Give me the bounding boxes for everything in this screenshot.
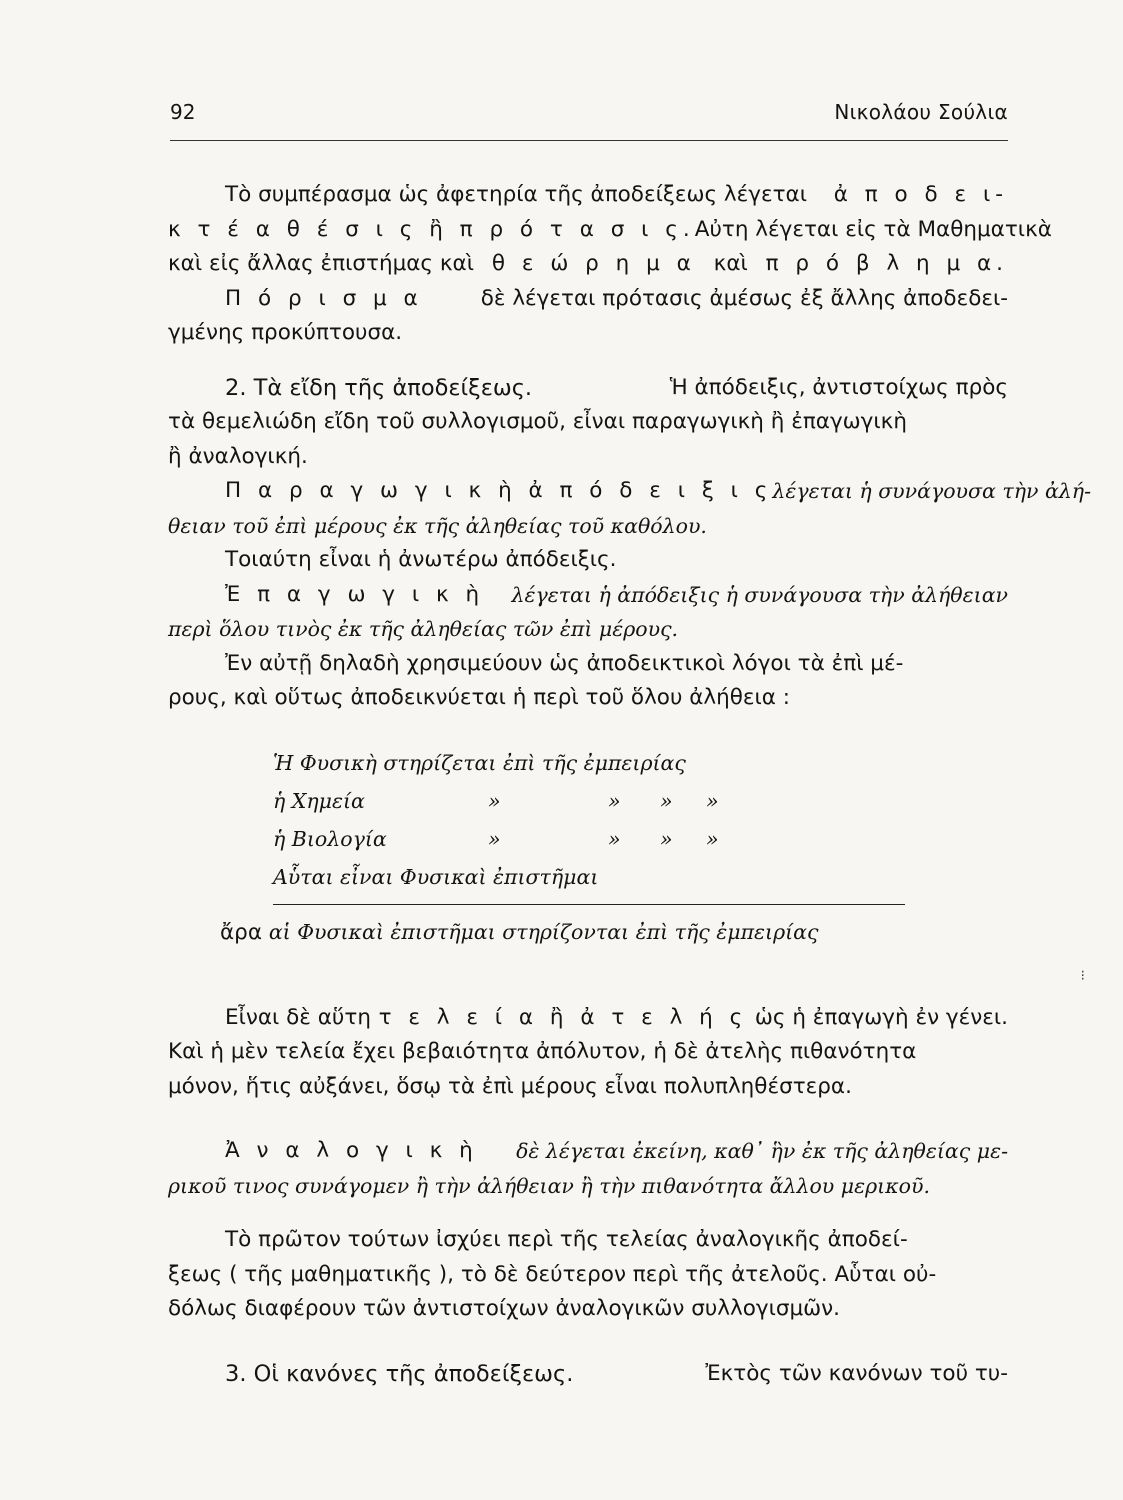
text-line: κ τ έ α θ έ σ ι ς ἢ π ρ ό τ α σ ι ς. Αὐτη λέγεται εἰς τὰ Μαθηματικὰ	[168, 216, 1052, 242]
text-line: Εἶναι δὲ αὕτη τ ε λ ε ί α ἢ ἀ τ ε λ ή ς ὡς ἡ ἐπαγωγὴ ἐν γένει.	[225, 1004, 1008, 1030]
text-line: Ἀ ν α λ ο γ ι κ ὴ δὲ λέγεται ἐκείνη, καθ᾿ ἣν ἐκ τῆς ἀληθείας με-	[225, 1138, 1008, 1163]
syllogism-row: Αὗται εἶναι Φυσικαὶ ἐπιστῆμαι	[273, 864, 599, 889]
syllogism-rule	[273, 904, 905, 905]
ditto-mark: »	[488, 788, 501, 813]
text-line: Π ό ρ ι σ μ α δὲ λέγεται πρότασις ἀμέσως ἐξ ἄλλης ἀποδεδει-	[225, 285, 1008, 311]
text-line: Τὸ πρῶτον τούτων ἰσχύει περὶ τῆς τελείας ἀναλογικῆς ἀποδεί-	[225, 1227, 908, 1252]
text-line: Τὸ συμπέρασμα ὡς ἀφετηρία τῆς ἀποδείξεως λέγεται ἀ π ο δ ε ι-	[225, 182, 1008, 207]
text-line: περὶ ὅλου τινὸς ἐκ τῆς ἀληθείας τῶν ἐπὶ μέρους.	[168, 617, 679, 641]
text-line: Καὶ ἡ μὲν τελεία ἔχει βεβαιότητα ἀπόλυτον, ἡ δὲ ἀτελὴς πιθανότητα	[168, 1039, 917, 1064]
header-rule	[170, 140, 1008, 141]
section-heading-line: 3. Οἱ κανόνες τῆς ἀποδείξεως. Ἐκτὸς τῶν κανόνων τοῦ τυ-	[168, 1357, 1008, 1392]
syllogism-row: Ἡ Φυσικὴ στηρίζεται ἐπὶ τῆς ἐμπειρίας	[273, 750, 686, 775]
text-line: Π α ρ α γ ω γ ι κ ὴ ἀ π ό δ ε ι ξ ι ς λέγεται ἡ συνάγουσα τὴν ἀλή-	[225, 478, 1092, 503]
syllogism-row: ἡ Βιολογία » » » »	[273, 822, 1008, 860]
section-heading: 2. Τὰ εἴδη τῆς ἀποδείξεως.	[225, 374, 533, 401]
text-line: τὰ θεμελιώδη εἴδη τοῦ συλλογισμοῦ, εἶναι παραγωγικὴ ἢ ἐπαγωγικὴ	[168, 409, 907, 434]
ditto-mark: »	[660, 826, 673, 851]
body-text	[168, 178, 1092, 1391]
text-line: γμένης προκύπτουσα.	[168, 320, 403, 345]
syllogism-block	[168, 746, 1008, 898]
text-line: θειαν τοῦ ἐπὶ μέρους ἐκ τῆς ἀληθείας τοῦ καθόλου.	[168, 513, 707, 538]
text-line: δόλως διαφέρουν τῶν ἀντιστοίχων ἀναλογικῶν συλλογισμῶν.	[168, 1296, 841, 1321]
text-line: ρους, καὶ οὕτως ἀποδεικνύεται ἡ περὶ τοῦ ὅλου ἀλήθεια :	[168, 685, 791, 710]
text-line: Τοιαύτη εἶναι ἡ ἀνωτέρω ἀπόδειξις.	[225, 547, 617, 572]
section-heading: 3. Οἱ κανόνες τῆς ἀποδείξεως.	[225, 1360, 574, 1387]
text-line: καὶ εἰς ἄλλας ἐπιστήμας καὶ θ ε ώ ρ η μ α καὶ π ρ ό β λ η μ α.	[168, 251, 1008, 276]
text-line: Ἐν αὐτῇ δηλαδὴ χρησιμεύουν ὡς ἀποδεικτικοὶ λόγοι τὰ ἐπὶ μέ-	[225, 650, 904, 676]
ditto-mark: »	[706, 826, 719, 851]
section-heading-line: 2. Τὰ εἴδη τῆς ἀποδείξεως. Ἡ ἀπόδειξις, ἀντιστοίχως πρὸς	[168, 371, 1008, 406]
text-line: ξεως ( τῆς μαθηματικῆς ), τὸ δὲ δεύτερον περὶ τῆς ἀτελοῦς. Αὗται οὐ-	[168, 1261, 937, 1287]
ditto-mark: »	[608, 826, 621, 851]
text-line: ρικοῦ τινος συνάγομεν ἢ τὴν ἀλήθειαν ἢ τὴν πιθανότητα ἄλλου μερικοῦ.	[168, 1173, 930, 1198]
ditto-mark: »	[608, 788, 621, 813]
running-head: Νικολάου Σούλια	[834, 100, 1008, 124]
syllogism-row: ἡ Χημεία » » » »	[273, 784, 1008, 822]
page-number: 92	[170, 100, 196, 124]
margin-mark: ⁝	[1080, 968, 1085, 984]
syllogism-conclusion: ἄρα αἱ Φυσικαὶ ἐπιστῆμαι στηρίζονται ἐπὶ τῆς ἐμπειρίας	[220, 919, 819, 945]
ditto-mark: »	[706, 788, 719, 813]
text-line: Ἐ π α γ ω γ ι κ ὴ λέγεται ἡ ἀπόδειξις ἡ συνάγουσα τὴν ἀλήθειαν	[225, 581, 1008, 607]
ditto-mark: »	[660, 788, 673, 813]
text-line: ἢ ἀναλογική.	[168, 443, 308, 469]
text-line: μόνον, ἥτις αὐξάνει, ὅσῳ τὰ ἐπὶ μέρους εἶναι πολυπληθέστερα.	[168, 1073, 852, 1099]
ditto-mark: »	[488, 826, 501, 851]
page-header	[170, 100, 1008, 130]
